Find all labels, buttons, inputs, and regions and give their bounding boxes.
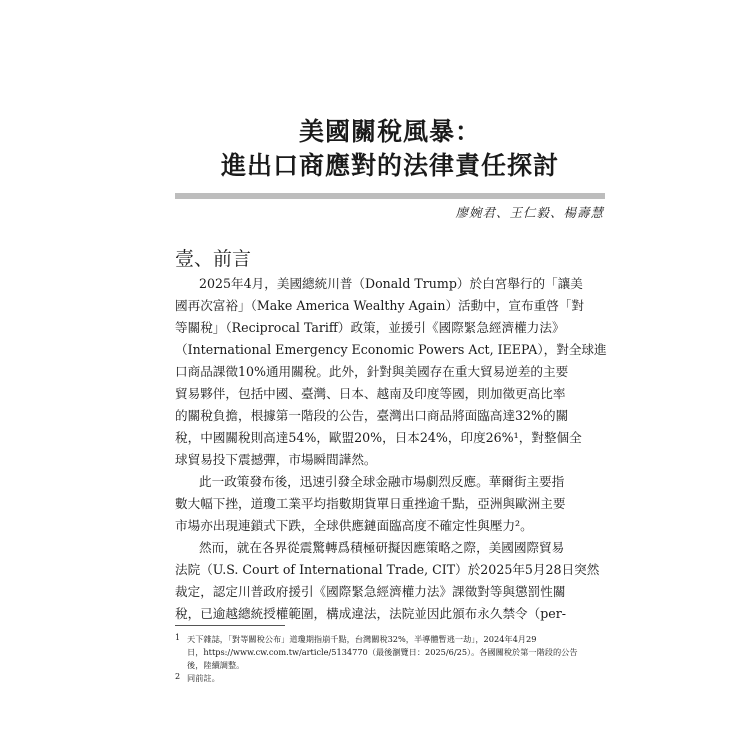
section-heading: 壹、前言 [175,248,252,270]
footnote-1-number: 1 [175,633,181,642]
body-line: 2025年4月，美國總統川普（Donald Trump）於白宮舉行的「讓美 [199,276,583,291]
article-title-line-2: 進出口商應對的法律責任探討 [220,151,559,180]
body-line: 此一政策發布後，迅速引發全球金融市場劇烈反應。華爾街主要指 [199,474,565,489]
body-line: 貿易夥伴，包括中國、臺灣、日本、越南及印度等國，則加徵更高比率 [175,386,566,401]
body-line: 稅，中國關稅則高達54%，歐盟20%，日本24%，印度26%¹，對整個全 [175,430,582,445]
footnote-1-line: 日，https://www.cw.com.tw/article/5134770（最後瀏覽日：2025/6/25）。各國關稅於第一階段的公告 [187,647,578,657]
body-line: 球貿易投下震撼彈，市場瞬間譁然。 [175,452,377,467]
footnote-divider [175,625,285,626]
body-line: 稅，已逾越總統授權範圍，構成違法，法院並因此頒布永久禁令（per- [175,606,567,621]
body-line: 市場亦出現連鎖式下跌，全球供應鏈面臨高度不確定性與壓力²。 [175,518,533,533]
body-line: 等關稅」（Reciprocal Tariff）政策，並援引《國際緊急經濟權力法》 [175,320,565,335]
article-title-line-1: 美國關稅風暴： [298,117,481,146]
author-names: 廖婉君、王仁毅、楊壽慧 [455,205,604,220]
body-line: 數大幅下挫，道瓊工業平均指數期貨單日重挫逾千點，亞洲與歐洲主要 [175,496,566,511]
footnote-1-line: 天下雜誌，「對等關稅公布」道瓊期指崩千點，台灣關稅32%，半導體暫逃一劫」，2024年4月29 [187,634,537,644]
body-line: 的關稅負擔，根據第一階段的公告，臺灣出口商品將面臨高達32%的關 [175,408,569,423]
body-line: 裁定，認定川普政府援引《國際緊急經濟權力法》課徵對等與懲罰性關 [175,584,566,599]
footnote-1-line: 後，陸續調整。 [187,660,245,670]
body-line: 國再次富裕」（Make America Wealthy Again）活動中，宣布重啓「對 [175,298,584,313]
footnote-2-text: 同前註。 [187,673,220,683]
body-line: 法院（U.S. Court of International Trade, CIT）於2025年5月28日突然 [175,562,600,577]
body-line: （International Emergency Economic Powers Act, IEEPA），對全球進 [175,342,607,357]
body-line: 口商品課徵10%通用關稅。此外，針對與美國存在重大貿易逆差的主要 [175,364,569,379]
title-divider [175,193,605,199]
footnote-2-number: 2 [175,672,181,681]
body-line: 然而，就在各界從震驚轉爲積極研擬因應策略之際，美國國際貿易 [199,540,565,555]
